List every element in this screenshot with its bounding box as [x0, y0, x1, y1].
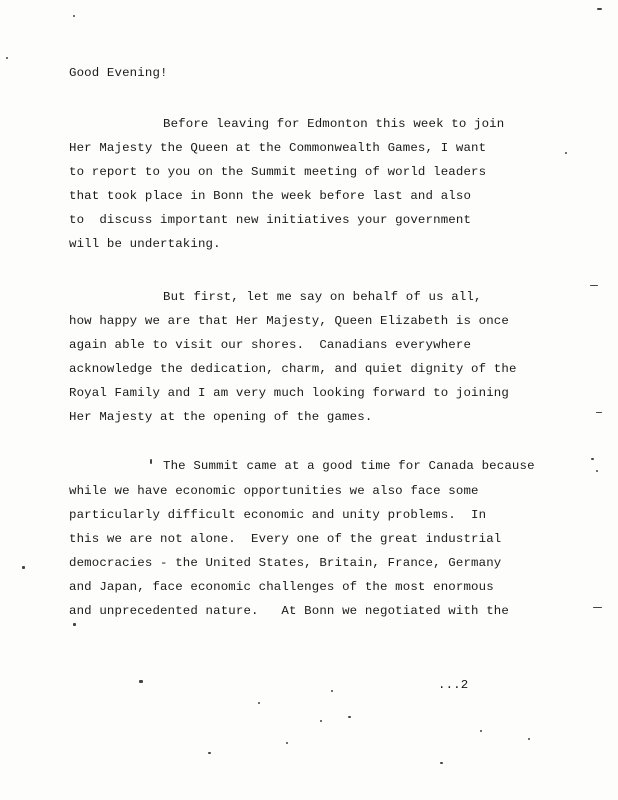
paragraph3-line3: particularly difficult economic and unity problems. In — [69, 508, 487, 522]
paragraph2-line1: But first, let me say on behalf of us all, — [163, 290, 482, 304]
greeting: Good Evening! — [69, 66, 168, 80]
scan-speck — [6, 57, 8, 59]
paragraph1-line4: that took place in Bonn the week before last and also — [69, 189, 472, 203]
scan-speck — [480, 730, 482, 732]
paragraph2-line5: Royal Family and I am very much looking forward to joining — [69, 386, 509, 400]
page-continuation-marker: ...2 — [438, 678, 469, 692]
paragraph2-line4: acknowledge the dedication, charm, and quiet dignity of the — [69, 362, 517, 376]
scan-speck — [331, 690, 333, 692]
scan-speck — [320, 720, 322, 722]
scan-speck — [258, 702, 260, 704]
paragraph1-line6: will be undertaking. — [69, 237, 221, 251]
paragraph1-line1: Before leaving for Edmonton this week to join — [163, 117, 505, 131]
scan-speck — [591, 458, 594, 460]
paragraph3-line7: and unprecedented nature. At Bonn we negotiated with the — [69, 604, 509, 618]
paragraph3-line2: while we have economic opportunities we also face some — [69, 484, 479, 498]
scan-speck — [73, 623, 76, 626]
paragraph2-line3: again able to visit our shores. Canadians everywhere — [69, 338, 472, 352]
scan-speck — [139, 680, 143, 683]
scan-speck — [22, 566, 25, 569]
scan-speck — [596, 412, 602, 413]
paragraph1-line2: Her Majesty the Queen at the Commonwealth Games, I want — [69, 141, 487, 155]
scan-speck — [208, 752, 211, 754]
paragraph3-line4: this we are not alone. Every one of the great industrial — [69, 532, 502, 546]
paragraph3-line6: and Japan, face economic challenges of the most enormous — [69, 580, 494, 594]
scan-speck — [597, 8, 602, 10]
scan-speck — [73, 15, 75, 17]
paragraph2-line6: Her Majesty at the opening of the games. — [69, 410, 373, 424]
scan-speck — [528, 738, 530, 740]
paragraph1-line3: to report to you on the Summit meeting of world leaders — [69, 165, 487, 179]
scan-speck — [596, 470, 598, 472]
scan-speck — [565, 152, 567, 154]
scan-speck — [590, 285, 598, 286]
scan-speck — [150, 459, 152, 464]
paragraph3-line5: democracies - the United States, Britain, France, Germany — [69, 556, 502, 570]
paragraph1-line5: to discuss important new initiatives your government — [69, 213, 472, 227]
scan-speck — [440, 762, 443, 764]
paragraph2-line2: how happy we are that Her Majesty, Queen Elizabeth is once — [69, 314, 509, 328]
scan-speck — [286, 742, 288, 744]
scan-speck — [348, 716, 351, 718]
paragraph3-line1: The Summit came at a good time for Canada because — [163, 459, 535, 473]
scan-speck — [593, 607, 602, 608]
